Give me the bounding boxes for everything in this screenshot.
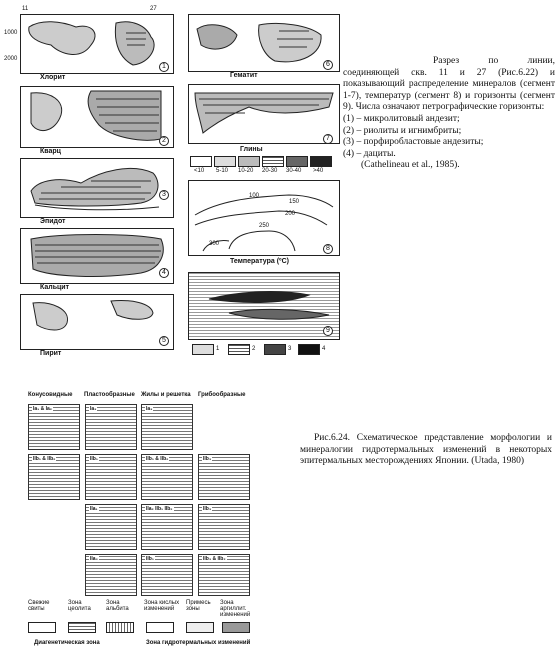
legend-label: 4 [322,346,326,352]
zone-legend-label: Примесь зоны [186,600,211,612]
calcite-map [21,229,173,283]
alteration-cell [198,454,250,500]
legend-swatch [190,156,212,167]
hematite-map [189,15,339,71]
cell-label: IIb₃ [203,506,212,512]
figure-caption-cross-section [343,56,555,172]
cell-label: IIb₁ & IIb₂ [33,456,56,462]
zone-legend-label: Зона кислых изменений [144,600,180,612]
legend-label: <10 [194,168,205,174]
epidote-map [21,159,173,217]
legend-label: >40 [313,168,324,174]
quartz-map [21,87,173,147]
isotherm-label: 300 [209,241,220,247]
zone-legend-label: Зона аргиллит. изменений [220,600,251,618]
panel-title-epidote: Эпидот [40,218,66,225]
column-header: Грибообразные [198,392,246,398]
figure-caption-morphology [300,433,552,468]
segment-number: 1 [159,62,169,72]
panel-clays [188,84,340,144]
alteration-cell [85,454,137,500]
alteration-cell [198,504,250,550]
horizons-map [189,273,339,339]
legend-swatch [106,622,134,633]
panel-title-temperature: Температура (ºС) [230,258,289,265]
cell-label: Ia₃ [146,406,153,412]
cell-label: IIb₁ [146,556,154,562]
legend-swatch [146,622,174,633]
alteration-cell [198,554,250,596]
isotherm-label: 150 [289,199,300,205]
zone-group-label: Зона гидротермальных изменений [146,640,251,646]
clays-map [189,85,339,143]
isotherm-label: 100 [249,193,260,199]
cell-label: Ia₁ & Ia₂ [33,406,53,412]
column-header: Пластообразные [84,392,135,398]
caption-paragraph: Рис.6.24. Схематическое представление морфологии и минералогии гидротермальных изменений в некоторых эпитермальных месторождениях Японии. (Utada, 1980) [300,433,552,467]
segment-number: 7 [323,134,333,144]
caption-item: (1) – микролитовый андезит; [343,113,460,124]
legend-swatch [238,156,260,167]
chlorite-map [21,15,173,73]
panel-epidote [20,158,174,218]
segment-number: 9 [323,326,333,336]
cell-label: IIb₃ & IIb₂ [203,556,226,562]
segment-number: 5 [159,336,169,346]
legend-swatch [186,622,214,633]
panel-title-clays: Глины [240,146,263,153]
zone-legend-label: Свежие свиты [28,600,50,612]
cell-label: IIb₁ & IIb₂ [146,456,169,462]
legend-label: 1 [216,346,220,352]
caption-item: (3) – порфиробластовые андезиты; [343,137,484,148]
segment-number: 3 [159,190,169,200]
alteration-cell [141,504,193,550]
legend-swatch [262,156,284,167]
zone-group-label: Диагенетическая зона [34,640,100,646]
well-label-right: 27 [150,6,157,12]
legend-swatch [286,156,308,167]
segment-number: 4 [159,268,169,278]
caption-reference: (Cathelineau et al., 1985). [361,160,460,171]
panel-title-hematite: Гематит [230,72,258,79]
segment-number: 6 [323,60,333,70]
alteration-cell [85,554,137,596]
column-header: Конусовидные [28,392,73,398]
panel-hematite [188,14,340,72]
legend-label: 2 [252,346,256,352]
legend-label: 3 [288,346,292,352]
depth-tick: 1000 [4,30,18,36]
legend-swatch [192,344,214,355]
cell-label: IIa₃ [90,556,98,562]
legend-label: 10-20 [238,168,254,174]
legend-swatch [214,156,236,167]
legend-swatch [228,344,250,355]
panel-title-calcite: Кальцит [40,284,70,291]
well-label-left: 11 [22,6,29,12]
alteration-cell [85,404,137,450]
segment-number: 8 [323,244,333,254]
panel-title-pyrite: Пирит [40,350,62,357]
panel-temperature [188,180,340,256]
legend-swatch [264,344,286,355]
legend-swatch [310,156,332,167]
legend-swatch [28,622,56,633]
cell-label: IIa₁ [90,506,98,512]
alteration-cell [28,404,80,450]
zone-legend-label: Зона цеолита [68,600,91,612]
column-header: Жилы и решетка [141,392,191,398]
legend-label: 20-30 [262,168,278,174]
caption-item: (4) – дациты. [343,148,396,159]
panel-title-chlorite: Хлорит [40,74,66,81]
alteration-cell [141,404,193,450]
alteration-cell [28,454,80,500]
alteration-cell [85,504,137,550]
cell-label: IIb₃ [203,456,212,462]
legend-swatch [222,622,250,633]
alteration-cell [141,454,193,500]
caption-paragraph: Разрез по линии, соединяющей скв. 11 и 27 (Рис.6.22) и показывающий распределение минералов (сегмент 1-7), температур (сегмент 8) и горизонты (сегмент 9). Числа означают петрографические горизонты: [343,56,555,113]
panel-title-quartz: Кварц [40,148,61,155]
legend-label: 5-10 [216,168,229,174]
segment-number: 2 [159,136,169,146]
panel-calcite [20,228,174,284]
isotherm-label: 200 [285,211,296,217]
cell-label: IIa₂ IIb₁ IIb₂ [146,506,173,512]
zone-legend-label: Зона альбита [106,600,129,612]
panel-pyrite [20,294,174,350]
legend-label: 30-40 [286,168,302,174]
pyrite-map [21,295,173,349]
isotherm-label: 250 [259,223,270,229]
panel-horizons [188,272,340,340]
legend-swatch [68,622,96,633]
alteration-cell [141,554,193,596]
cell-label: IIb₁ [90,456,98,462]
caption-item: (2) – риолиты и игнимбриты; [343,125,462,136]
depth-tick: 2000 [4,56,18,62]
panel-chlorite [20,14,174,74]
cell-label: Ia₃ [90,406,97,412]
legend-swatch [298,344,320,355]
panel-quartz [20,86,174,148]
